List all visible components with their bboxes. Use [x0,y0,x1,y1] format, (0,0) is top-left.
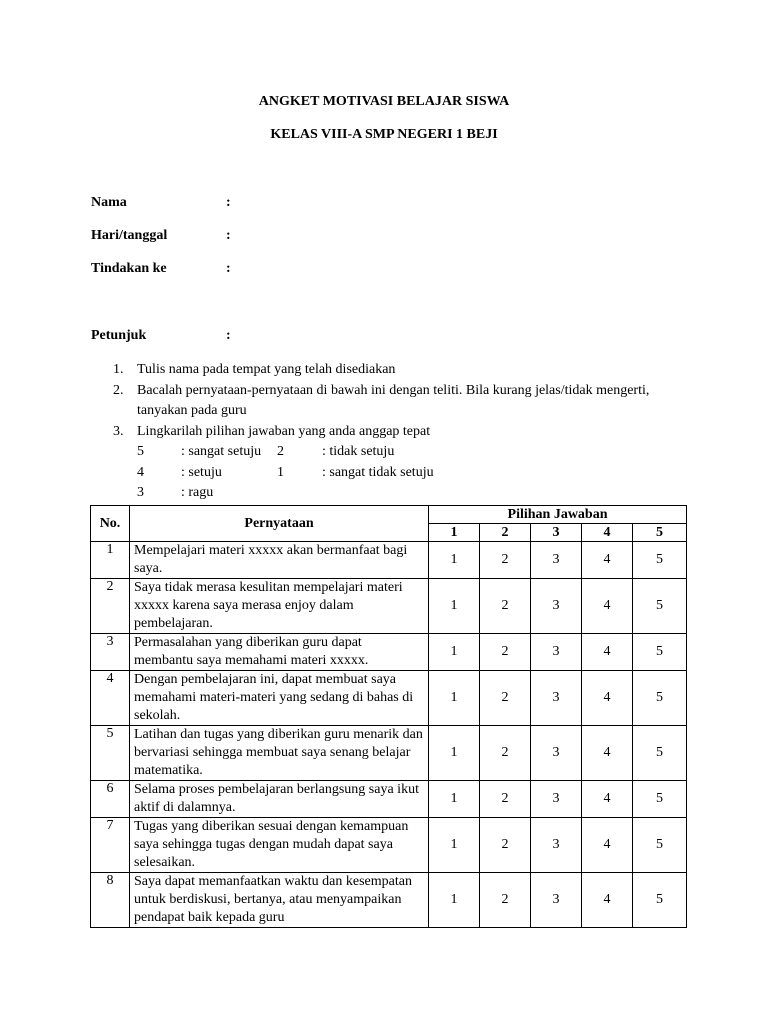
scale-row [137,463,673,484]
scale-key: 4 [137,464,144,480]
choice-header: 5 [633,524,687,542]
answer-option-4[interactable]: 4 [582,818,633,873]
scale-key [277,483,322,504]
scale-desc: : sangat setuju [181,444,262,459]
scale-desc: : ragu [181,485,214,500]
answer-option-3[interactable]: 3 [531,634,582,671]
choice-header: 4 [582,524,633,542]
row-statement: Tugas yang diberikan sesuai dengan kemampuan saya sehingga tugas dengan mudah dapat saya selesaikan. [130,818,429,873]
scale-desc: : tidak setuju [322,444,395,459]
choice-header: 3 [531,524,582,542]
answer-option-5[interactable]: 5 [633,781,687,818]
answer-option-4[interactable]: 4 [582,542,633,579]
scale-desc: : setuju [181,464,222,480]
answer-option-1[interactable]: 1 [429,818,480,873]
table-row [91,873,687,928]
row-number: 4 [91,671,130,726]
row-number: 8 [91,873,130,928]
questionnaire-table [90,505,687,928]
instruction-list [113,360,673,504]
answer-option-1[interactable]: 1 [429,542,480,579]
row-number: 6 [91,781,130,818]
answer-option-2[interactable]: 2 [480,781,531,818]
instruction-text: Lingkarilah pilihan jawaban yang anda anggap tepat [137,423,431,439]
answer-option-3[interactable]: 3 [531,671,582,726]
row-number: 5 [91,726,130,781]
answer-option-2[interactable]: 2 [480,873,531,928]
row-statement: Permasalahan yang diberikan guru dapat membantu saya memahami materi xxxxx. [130,634,429,671]
answer-option-5[interactable]: 5 [633,726,687,781]
instruction-text: Bacalah pernyataan-pernyataan di bawah ini dengan teliti. Bila kurang jelas/tidak mengerti, tanyakan pada guru [137,382,650,418]
answer-option-5[interactable]: 5 [633,873,687,928]
answer-option-4[interactable]: 4 [582,726,633,781]
row-number: 3 [91,634,130,671]
petunjuk-colon: : [226,328,231,343]
document-subtitle: KELAS VIII-A SMP NEGERI 1 BEJI [270,127,498,142]
action-colon: : [226,261,231,276]
answer-option-3[interactable]: 3 [531,873,582,928]
choice-header: 2 [480,524,531,542]
answer-option-2[interactable]: 2 [480,726,531,781]
instruction-item [113,422,673,443]
action-label: Tindakan ke [91,261,167,276]
header-statement: Pernyataan [130,506,429,542]
instruction-item [113,381,673,422]
instruction-text: Tulis nama pada tempat yang telah disediakan [137,362,396,377]
table-row [91,671,687,726]
instruction-number: 2. [113,382,124,398]
answer-option-3[interactable]: 3 [531,726,582,781]
scale-key: 1 [277,464,284,480]
header-no: No. [91,506,130,542]
table-row [91,542,687,579]
petunjuk-label: Petunjuk [91,328,147,343]
answer-option-3[interactable]: 3 [531,818,582,873]
instruction-item [113,360,673,381]
name-colon: : [226,195,231,210]
scale-row [137,442,673,463]
answer-option-5[interactable]: 5 [633,818,687,873]
answer-option-1[interactable]: 1 [429,634,480,671]
row-number: 1 [91,542,130,579]
answer-option-4[interactable]: 4 [582,634,633,671]
row-number: 7 [91,818,130,873]
answer-option-1[interactable]: 1 [429,579,480,634]
table-row [91,781,687,818]
row-number: 2 [91,579,130,634]
row-statement: Selama proses pembelajaran berlangsung saya ikut aktif di dalamnya. [130,781,429,818]
table-row [91,726,687,781]
table-row [91,634,687,671]
answer-option-5[interactable]: 5 [633,634,687,671]
answer-option-4[interactable]: 4 [582,873,633,928]
instruction-number: 3. [113,423,124,439]
row-statement: Mempelajari materi xxxxx akan bermanfaat bagi saya. [130,542,429,579]
answer-option-2[interactable]: 2 [480,634,531,671]
answer-option-3[interactable]: 3 [531,579,582,634]
answer-option-1[interactable]: 1 [429,671,480,726]
row-statement: Saya dapat memanfaatkan waktu dan kesempatan untuk berdiskusi, bertanya, atau menyampaikan pendapat baik kepada guru [130,873,429,928]
choice-header: 1 [429,524,480,542]
date-colon: : [226,228,231,243]
answer-option-2[interactable]: 2 [480,579,531,634]
answer-option-2[interactable]: 2 [480,542,531,579]
date-label: Hari/tanggal [91,228,168,243]
answer-option-4[interactable]: 4 [582,671,633,726]
answer-option-1[interactable]: 1 [429,726,480,781]
scale-row [137,483,673,504]
answer-option-1[interactable]: 1 [429,873,480,928]
table-row [91,818,687,873]
answer-option-3[interactable]: 3 [531,781,582,818]
scale-key: 3 [137,485,144,500]
answer-option-4[interactable]: 4 [582,579,633,634]
instruction-number: 1. [113,362,124,377]
answer-option-4[interactable]: 4 [582,781,633,818]
answer-scale-legend [137,442,673,504]
answer-option-5[interactable]: 5 [633,671,687,726]
answer-option-2[interactable]: 2 [480,818,531,873]
header-choices: Pilihan Jawaban [429,506,687,524]
answer-option-2[interactable]: 2 [480,671,531,726]
row-statement: Latihan dan tugas yang diberikan guru menarik dan bervariasi sehingga membuat saya senang belajar matematika. [130,726,429,781]
scale-key: 2 [277,444,284,459]
answer-option-3[interactable]: 3 [531,542,582,579]
scale-desc: : sangat tidak setuju [322,464,434,480]
row-statement: Dengan pembelajaran ini, dapat membuat saya memahami materi-materi yang sedang di bahas di sekolah. [130,671,429,726]
answer-option-1[interactable]: 1 [429,781,480,818]
document-title: ANGKET MOTIVASI BELAJAR SISWA [258,94,510,109]
row-statement: Saya tidak merasa kesulitan mempelajari materi xxxxx karena saya merasa enjoy dalam pembelajaran. [130,579,429,634]
answer-option-5[interactable]: 5 [633,579,687,634]
scale-key: 5 [137,444,144,459]
answer-option-5[interactable]: 5 [633,542,687,579]
name-label: Nama [91,195,127,210]
table-row [91,579,687,634]
